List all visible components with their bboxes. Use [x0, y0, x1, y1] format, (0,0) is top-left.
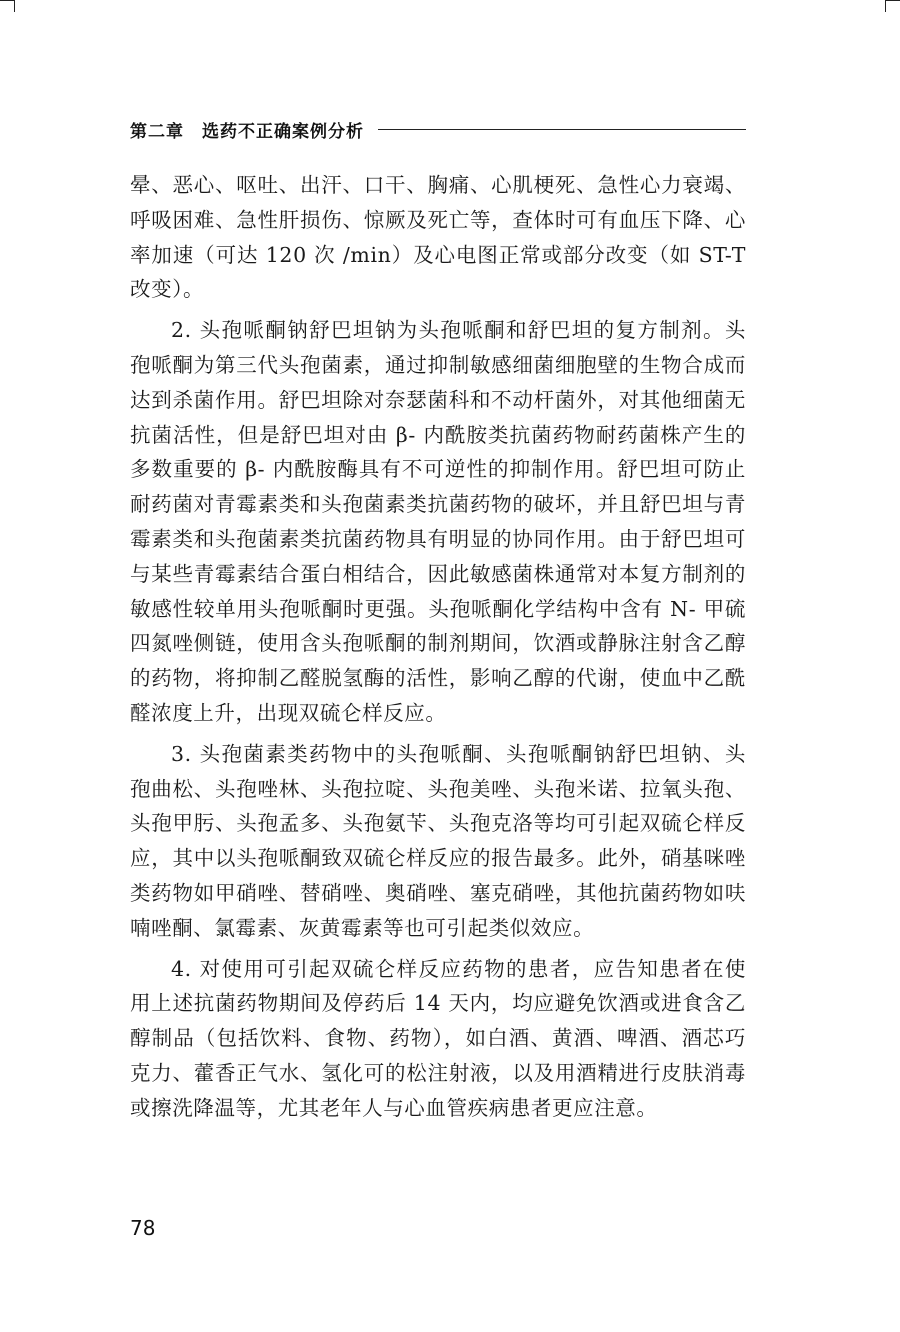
paragraph-4: 4. 对使用可引起双硫仑样反应药物的患者，应告知患者在使用上述抗菌药物期间及停药后 14 天内，均应避免饮酒或进食含乙醇制品（包括饮料、食物、药物），如白酒、黄酒、啤酒、酒芯巧克力、藿香正气水、氢化可的松注射液，以及用酒精进行皮肤消毒或擦洗降温等，尤其老年人与心血管疾病患者更应注意。 — [130, 956, 746, 1120]
crop-mark-top-right — [886, 0, 900, 1]
crop-mark-top-right-vertical — [885, 0, 886, 12]
crop-mark-top-left — [0, 0, 14, 1]
paragraph-2: 2. 头孢哌酮钠舒巴坦钠为头孢哌酮和舒巴坦的复方制剂。头孢哌酮为第三代头孢菌素，通过抑制敏感细菌细胞壁的生物合成而达到杀菌作用。舒巴坦除对奈瑟菌科和不动杆菌外，对其他细菌无抗菌活性，但是舒巴坦对由 β- 内酰胺类抗菌药物耐药菌株产生的多数重要的 β- 内酰胺酶具有不可逆性的抑制作用。舒巴坦可防止耐药菌对青霉素类和头孢菌素类抗菌药物的破坏，并且舒巴坦与青霉素类和头孢菌素类抗菌药物具有明显的协同作用。由于舒巴坦可与某些青霉素结合蛋白相结合，因此敏感菌株通常对本复方制剂的敏感性较单用头孢哌酮时更强。头孢哌酮化学结构中含有 N- 甲硫四氮唑侧链，使用含头孢哌酮的制剂期间，饮酒或静脉注射含乙醇的药物，将抑制乙醛脱氢酶的活性，影响乙醇的代谢，使血中乙酰醛浓度上升，出现双硫仑样反应。 — [130, 318, 746, 725]
body-text — [130, 168, 746, 1132]
paragraph-continued: 晕、恶心、呕吐、出汗、口干、胸痛、心肌梗死、急性心力衰竭、呼吸困难、急性肝损伤、惊厥及死亡等，查体时可有血压下降、心率加速（可达 120 次 /min）及心电图正常或部分改变（如 ST-T 改变）。 — [130, 173, 746, 302]
page-number: 78 — [130, 1216, 156, 1240]
crop-mark-top-left-vertical — [14, 0, 15, 12]
paragraph-3: 3. 头孢菌素类药物中的头孢哌酮、头孢哌酮钠舒巴坦钠、头孢曲松、头孢唑林、头孢拉啶、头孢美唑、头孢米诺、拉氧头孢、头孢甲肟、头孢孟多、头孢氨苄、头孢克洛等均可引起双硫仑样反应，其中以头孢哌酮致双硫仑样反应的报告最多。此外，硝基咪唑类药物如甲硝唑、替硝唑、奥硝唑、塞克硝唑，其他抗菌药物如呋喃唑酮、氯霉素、灰黄霉素等也可引起类似效应。 — [130, 741, 746, 940]
header-rule — [378, 129, 746, 130]
chapter-title: 第二章 选药不正确案例分析 — [130, 121, 364, 142]
running-header — [130, 116, 746, 142]
